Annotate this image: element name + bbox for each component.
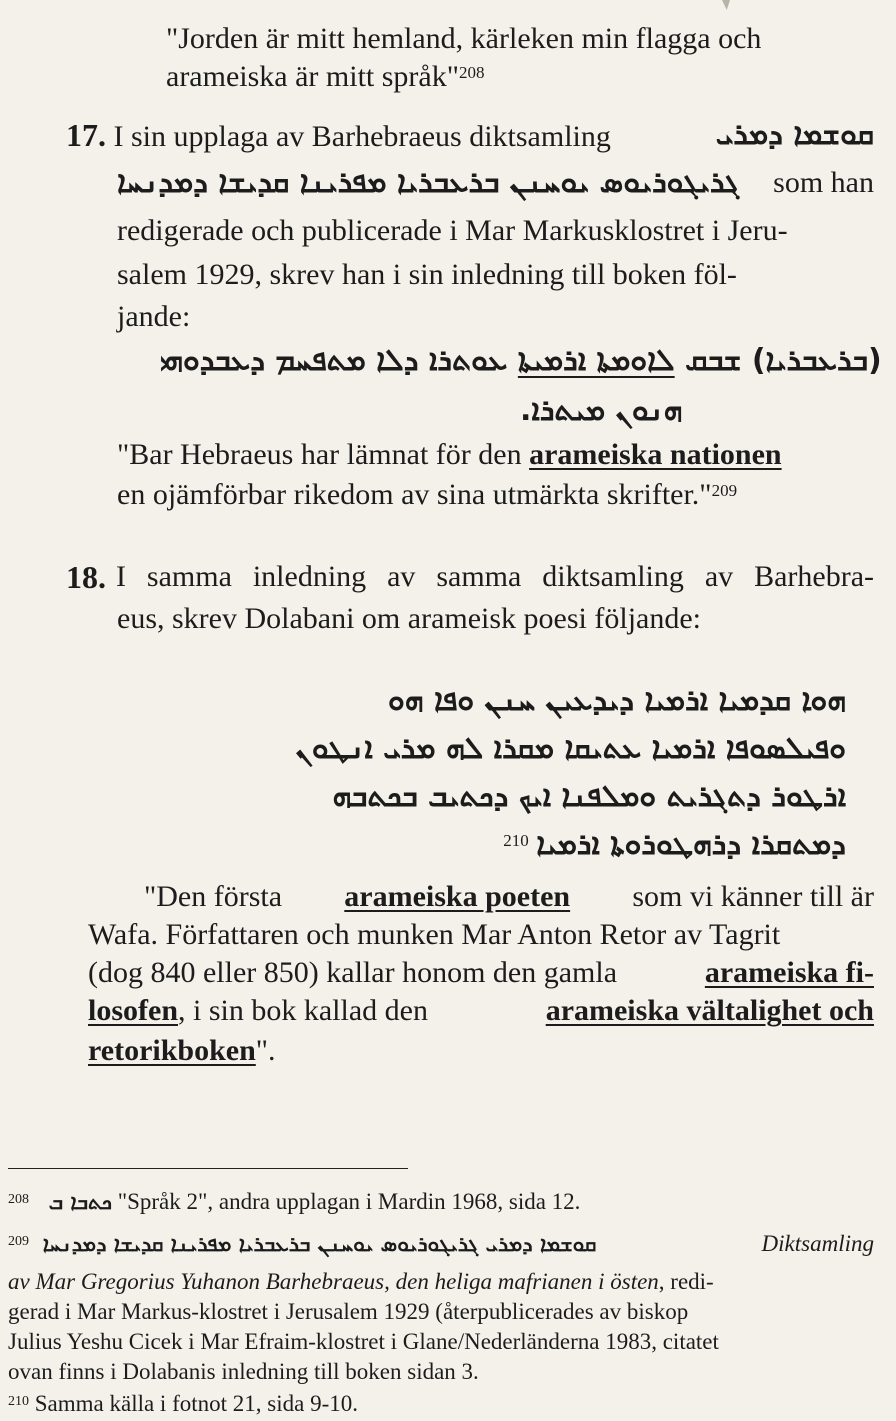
paragraph-number-17: 17. (66, 117, 106, 153)
footnote-text: Samma källa i fotnot 21, sida 9-10. (34, 1391, 358, 1416)
footnote-text: ovan finns i Dolabanis inledning till boken sidan 3. (8, 1359, 479, 1384)
emphasis-retorikboken: retorikboken (88, 1034, 256, 1067)
footnote-number: 209 (8, 1234, 29, 1249)
translation-text: ". (255, 1034, 276, 1067)
footnote-209-line-4 (8, 1327, 874, 1357)
footnote-number: 208 (8, 1192, 29, 1207)
syriac-verse: ܘܦܝܠܣܘܦܐ ܐܪܡܝܐ ܥܬܝܩܐ ܡܩܪܐ ܠܗ ܡܪܝ ܐܢܛܘܢ (295, 731, 846, 766)
p18-line-2 (117, 601, 701, 637)
p17-line-3 (117, 213, 874, 249)
footnote-ref-209[interactable]: 209 (711, 481, 738, 500)
syriac-verse-1 (110, 683, 846, 719)
body-text: I samma inledning av samma diktsamling av Barhebra- (116, 560, 874, 593)
footnote-text: "Språk 2", andra upplagan i Mardin 1968, sida 12. (117, 1189, 581, 1214)
translation-text: , i sin bok kallad den (178, 994, 428, 1027)
p18-translation-line-2 (88, 917, 874, 953)
p17-line-1 (66, 117, 874, 155)
footnote-209-line-1 (8, 1229, 874, 1259)
emphasis-valtalighet: arameiska vältalighet och (545, 994, 874, 1027)
p18-translation-line-1 (144, 879, 874, 915)
p17-line-5 (117, 299, 190, 335)
syriac-citation: ܟܬܒܐ ܒ (48, 1190, 112, 1214)
p18-translation-line-4 (88, 993, 874, 1029)
scan-mark (722, 0, 730, 10)
footnote-number: 210 (8, 1394, 29, 1409)
translation-text: (dog 840 eller 850) kallar honom den gamla (88, 956, 618, 989)
syriac-underlined: ܠܐܘܡܬܐ ܐܪܡܝܬܐ (517, 343, 675, 378)
syriac-quote: ܗܢܘܢ ܡܝܬܪܐ. (520, 393, 683, 428)
body-text: jande: (117, 300, 191, 333)
translation-text: "Den första (144, 880, 283, 913)
translation-text: som vi känner till är (632, 880, 874, 913)
translation-text: Wafa. Författaren och munken Mar Anton Retor av Tagrit (88, 918, 781, 951)
p18-translation-line-5 (88, 1033, 276, 1069)
body-text: salem 1929, skrev han i sin inledning till boken föl- (117, 258, 737, 291)
body-text: redigerade och publicerade i Mar Markusklostret i Jeru- (117, 214, 788, 247)
syriac-quote-line-2 (520, 393, 683, 429)
syriac-title: ܩܘܫܡܐ ܕܡܪܝ (715, 117, 874, 152)
translation-text: "Bar Hebraeus har lämnat för den (117, 438, 522, 471)
footnote-text: Julius Yeshu Cicek i Mar Efraim-klostret i Glane/Nederländerna 1983, citatet (8, 1329, 719, 1354)
syriac-verse: ܗܘܐ ܩܕܡܝܐ ܐܪܡܝܐ ܕܝܕܥܝܢ ܚܢܢ ܘܦܐ ܗܘ (388, 683, 846, 718)
footnote-text: gerad i Mar Markus-klostret i Jerusalem 1929 (återpublicerades av biskop (8, 1299, 689, 1324)
p18-translation-line-3 (88, 955, 874, 991)
emphasis-arameiska-nationen: arameiska nationen (529, 438, 782, 471)
translation-text: en ojämförbar rikedom av sina utmärkta skrifter." (117, 478, 712, 511)
syriac-citation: ܩܘܫܡܐ ܕܡܪܝ ܓܪܝܓܘܪܝܘܣ ܝܘܚܢܢ ܒܪܥܒܪܝܐ ܡܦܪܝܢܐ ܩܕܝܫܐ ܕܡܕܢܚܐ (42, 1232, 597, 1256)
footnote-italic-title: av Mar Gregorius Yuhanon Barhebraeus, den heliga mafrianen i östen (8, 1269, 659, 1294)
body-text: som han (773, 166, 874, 199)
p18-line-1 (66, 559, 874, 595)
p17-line-4 (117, 257, 874, 293)
footnote-ref-210[interactable]: 210 (503, 831, 529, 850)
footnote-209-line-2 (8, 1267, 874, 1297)
p17-translation-line-1 (117, 437, 782, 473)
syriac-verse: ܕܡܬܩܪܐ ܕܪܗܛܘܪܘܬܐ ܐܪܡܝܐ (536, 827, 846, 862)
syriac-verse-4 (110, 827, 846, 863)
p17-line-2 (117, 165, 874, 201)
footnote-divider (8, 1168, 408, 1169)
footnote-210 (8, 1389, 358, 1419)
footnote-italic-title: Diktsamling (761, 1231, 874, 1256)
footnote-209-line-3 (8, 1297, 874, 1327)
footnote-209-line-5 (8, 1357, 479, 1387)
p17-translation-line-2 (117, 477, 737, 513)
syriac-quote-line-1 (160, 343, 882, 379)
quote-line-1 (166, 21, 761, 57)
quote-text: arameiska är mitt språk" (166, 60, 459, 93)
emphasis-arameiska-filosofen: losofen (88, 994, 178, 1027)
emphasis-arameiska-filosofen: arameiska fi- (704, 956, 874, 989)
emphasis-arameiska-poeten: arameiska poeten (344, 880, 571, 913)
body-text: I sin upplaga av Barhebraeus diktsamling (113, 120, 611, 153)
syriac-verse: ܐܪܛܘܪ ܕܬܓܪܝܬ ܘܡܠܦܢܐ ܐܝܟ ܕܟܬܝܒ ܒܟܬܒܗ (332, 779, 846, 814)
footnote-208 (8, 1187, 580, 1217)
paragraph-number-18: 18. (66, 559, 106, 595)
quote-line-2 (166, 59, 484, 95)
body-text: eus, skrev Dolabani om arameisk poesi följande: (117, 602, 702, 635)
syriac-verse-2 (110, 731, 846, 767)
syriac-title: ܓܪܝܓܘܪܝܘܣ ܝܘܚܢܢ ܒܪܥܒܪܝܐ ܡܦܪܝܢܐ ܩܕܝܫܐ ܕܡܕܢܚܐ (117, 165, 740, 200)
quote-text: "Jorden är mitt hemland, kärleken min flagga och (166, 22, 762, 55)
syriac-quote: (ܒܪܥܒܪܝܐ) ܫܒܩ ܠܐܘܡܬܐ ܐܪܡܝܬܐ ܥܘܬܪܐ ܕܠܐ ܡܬܦܚܡ ܕܥܒܕܘܗܝ (160, 343, 882, 378)
footnote-text: , redi- (658, 1269, 714, 1294)
footnote-ref-208[interactable]: 208 (458, 63, 485, 82)
syriac-verse-3 (110, 779, 846, 815)
